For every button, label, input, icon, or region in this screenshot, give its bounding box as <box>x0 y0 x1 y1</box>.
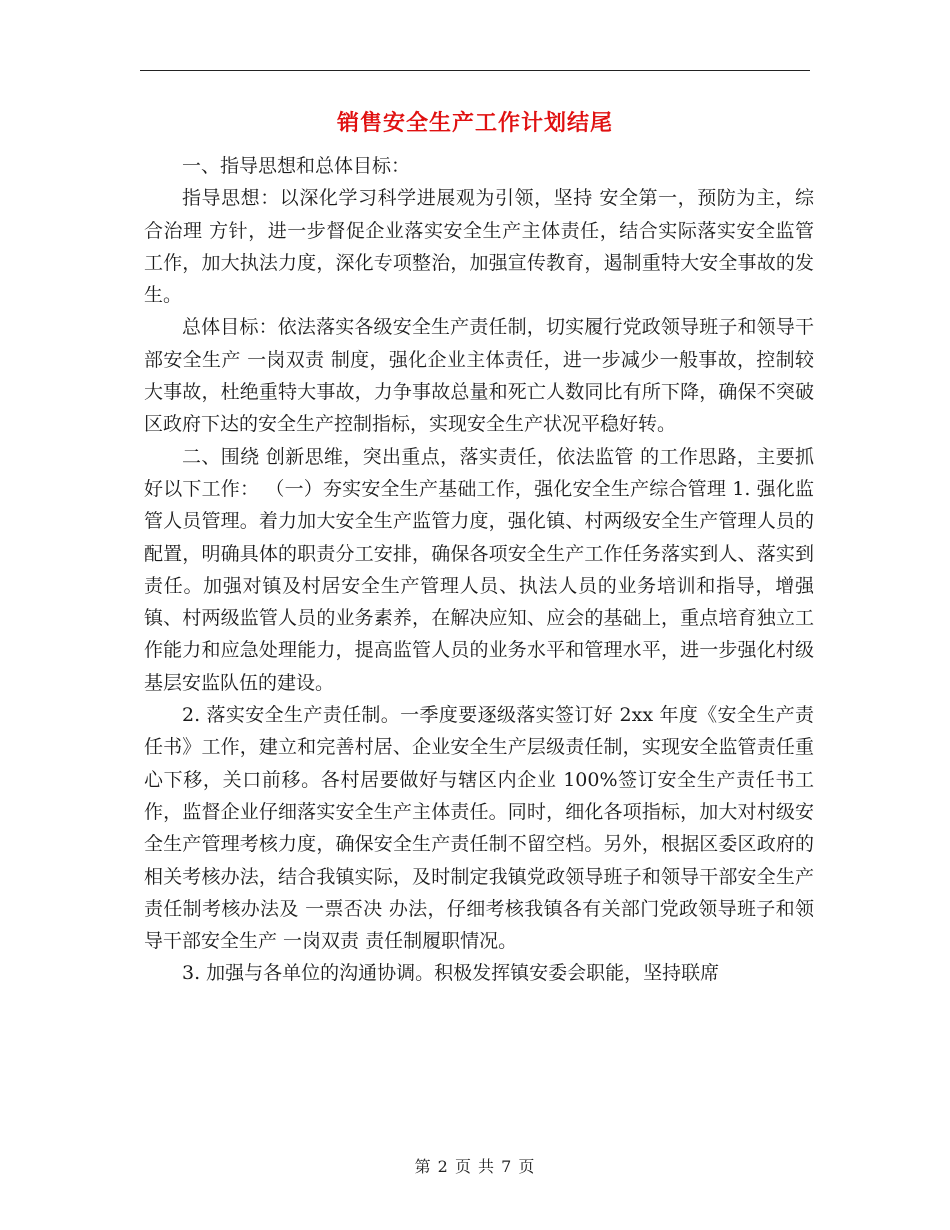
paragraph-overall-goal: 总体目标：依法落实各级安全生产责任制，切实履行党政领导班子和领导干部安全生产 一岗双责 制度，强化企业主体责任，进一步减少一般事故，控制较大事故，杜绝重特大事故，力争事故总量和死亡人数同比有所下降，确保不突破区政府下达的安全生产控制指标，实现安全生产状况平稳好转。 <box>144 316 814 436</box>
document-body <box>144 150 814 990</box>
document-title: 销售安全生产工作计划结尾 <box>336 110 613 136</box>
paragraph-section-two: 二、围绕 创新思维，突出重点，落实责任，依法监管 的工作思路，主要抓好以下工作： （一）夯实安全生产基础工作，强化安全生产综合管理 1. 强化监管人员管理。着力加大安全生产监管力度，强化镇、村两级安全生产管理人员的配置，明确具体的职责分工安排，确保各项安全生产工作任务落实到人、落实到责任。加强对镇及村居安全生产管理人员、执法人员的业务培训和指导，增强镇、村两级监管人员的业务素养，在解决应知、应会的基础上，重点培育独立工作能力和应急处理能力，提高监管人员的业务水平和管理水平，进一步强化村级基层安监队伍的建设。 <box>144 445 814 694</box>
paragraph-guiding-ideology: 指导思想：以深化学习科学进展观为引领，坚持 安全第一，预防为主，综合治理 方针，进一步督促企业落实安全生产主体责任，结合实际落实安全监管工作，加大执法力度，深化专项整治，加强宣传教育，遏制重特大安全事故的发生。 <box>144 187 814 307</box>
paragraph-item-two: 2. 落实安全生产责任制。一季度要逐级落实签订好 2xx 年度《安全生产责任书》工作，建立和完善村居、企业安全生产层级责任制，实现安全监管责任重心下移，关口前移。各村居要做好与辖区内企业 100%签订安全生产责任书工作，监督企业仔细落实安全生产主体责任。同时，细化各项指标，加大对村级安全生产管理考核力度，确保安全生产责任制不留空档。另外，根据区委区政府的相关考核办法，结合我镇实际，及时制定我镇党政领导班子和领导干部安全生产责任制考核办法及 一票否决 办法，仔细考核我镇各有关部门党政领导班子和领导干部安全生产 一岗双责 责任制履职情况。 <box>144 704 814 953</box>
paragraph-item-three: 3. 加强与各单位的沟通协调。积极发挥镇安委会职能，坚持联席 <box>182 962 720 985</box>
page-number-footer: 第 2 页 共 7 页 <box>414 1157 536 1176</box>
header-rule <box>140 70 810 71</box>
paragraph-section-one-heading: 一、指导思想和总体目标： <box>182 155 411 177</box>
